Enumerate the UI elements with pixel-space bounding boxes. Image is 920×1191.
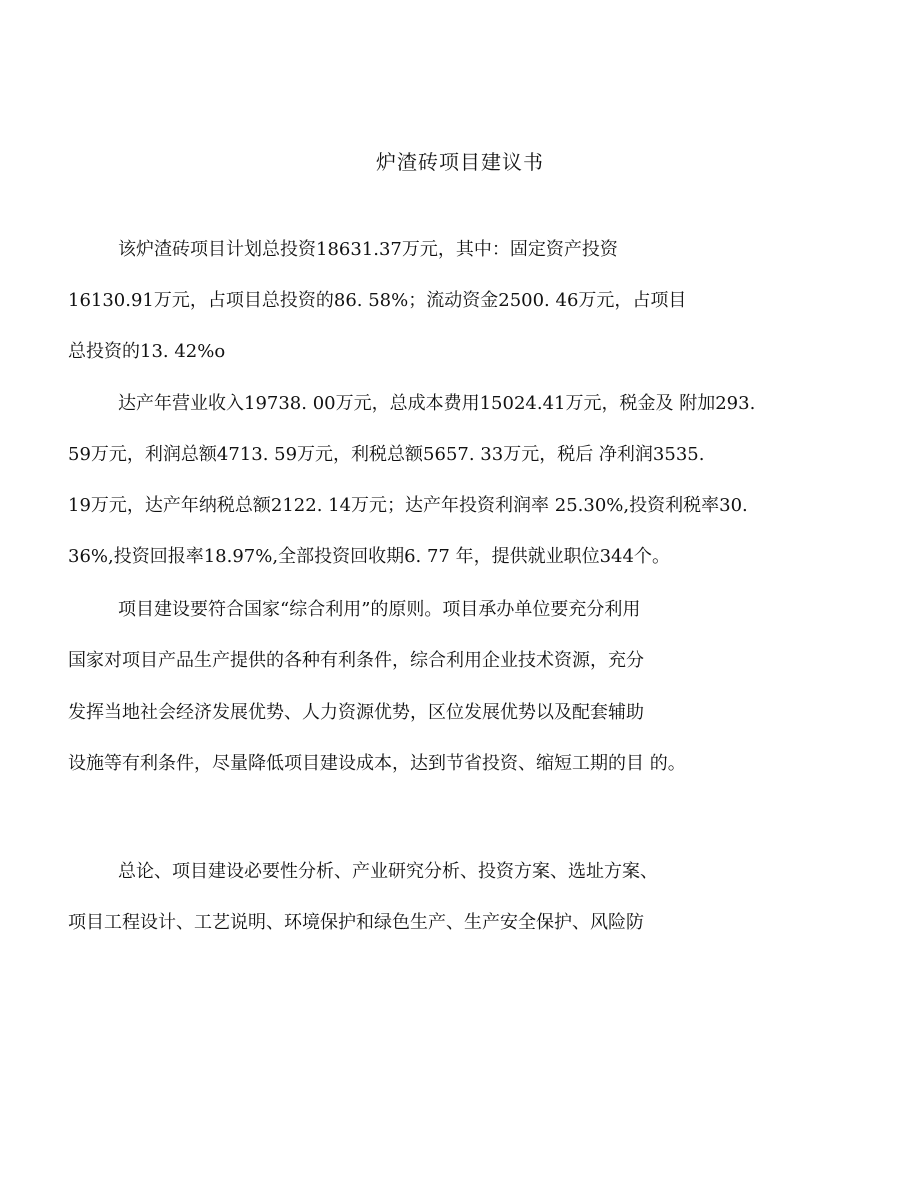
paragraph-2-line-3: 19万元，达产年纳税总额2122. 14万元；达产年投资利润率 25.30%,投资利税率30. <box>68 495 748 516</box>
paragraph-1-line-1: 该炉渣砖项目计划总投资18631.37万元，其中：固定资产投资 <box>118 239 618 260</box>
document-title: 炉渣砖项目建议书 <box>376 150 544 174</box>
paragraph-3-line-1: 项目建设要符合国家“综合利用”的原则。项目承办单位要充分利用 <box>118 599 641 620</box>
paragraph-3-line-4: 设施等有利条件，尽量降低项目建设成本，达到节省投资、缩短工期的目 的。 <box>68 753 686 774</box>
paragraph-2-line-4: 36%,投资回报率18.97%,全部投资回收期6. 77 年，提供就业职位344个。 <box>68 546 670 567</box>
paragraph-3-line-3: 发挥当地社会经济发展优势、人力资源优势，区位发展优势以及配套辅助 <box>68 702 644 723</box>
paragraph-1-line-3: 总投资的13. 42%o <box>68 341 226 362</box>
paragraph-2-line-2: 59万元，利润总额4713. 59万元，利税总额5657. 33万元，税后 净利润3535. <box>68 444 705 465</box>
paragraph-4-line-1: 总论、项目建设必要性分析、产业研究分析、投资方案、选址方案、 <box>118 861 658 882</box>
paragraph-3-line-2: 国家对项目产品生产提供的各种有利条件，综合利用企业技术资源，充分 <box>68 650 644 671</box>
paragraph-2-line-1: 达产年营业收入19738. 00万元，总成本费用15024.41万元，税金及 附加293. <box>118 393 756 414</box>
paragraph-1-line-2: 16130.91万元，占项目总投资的86. 58%；流动资金2500. 46万元，占项目 <box>68 290 687 311</box>
paragraph-4-line-2: 项目工程设计、工艺说明、环境保护和绿色生产、生产安全保护、风险防 <box>68 912 644 933</box>
